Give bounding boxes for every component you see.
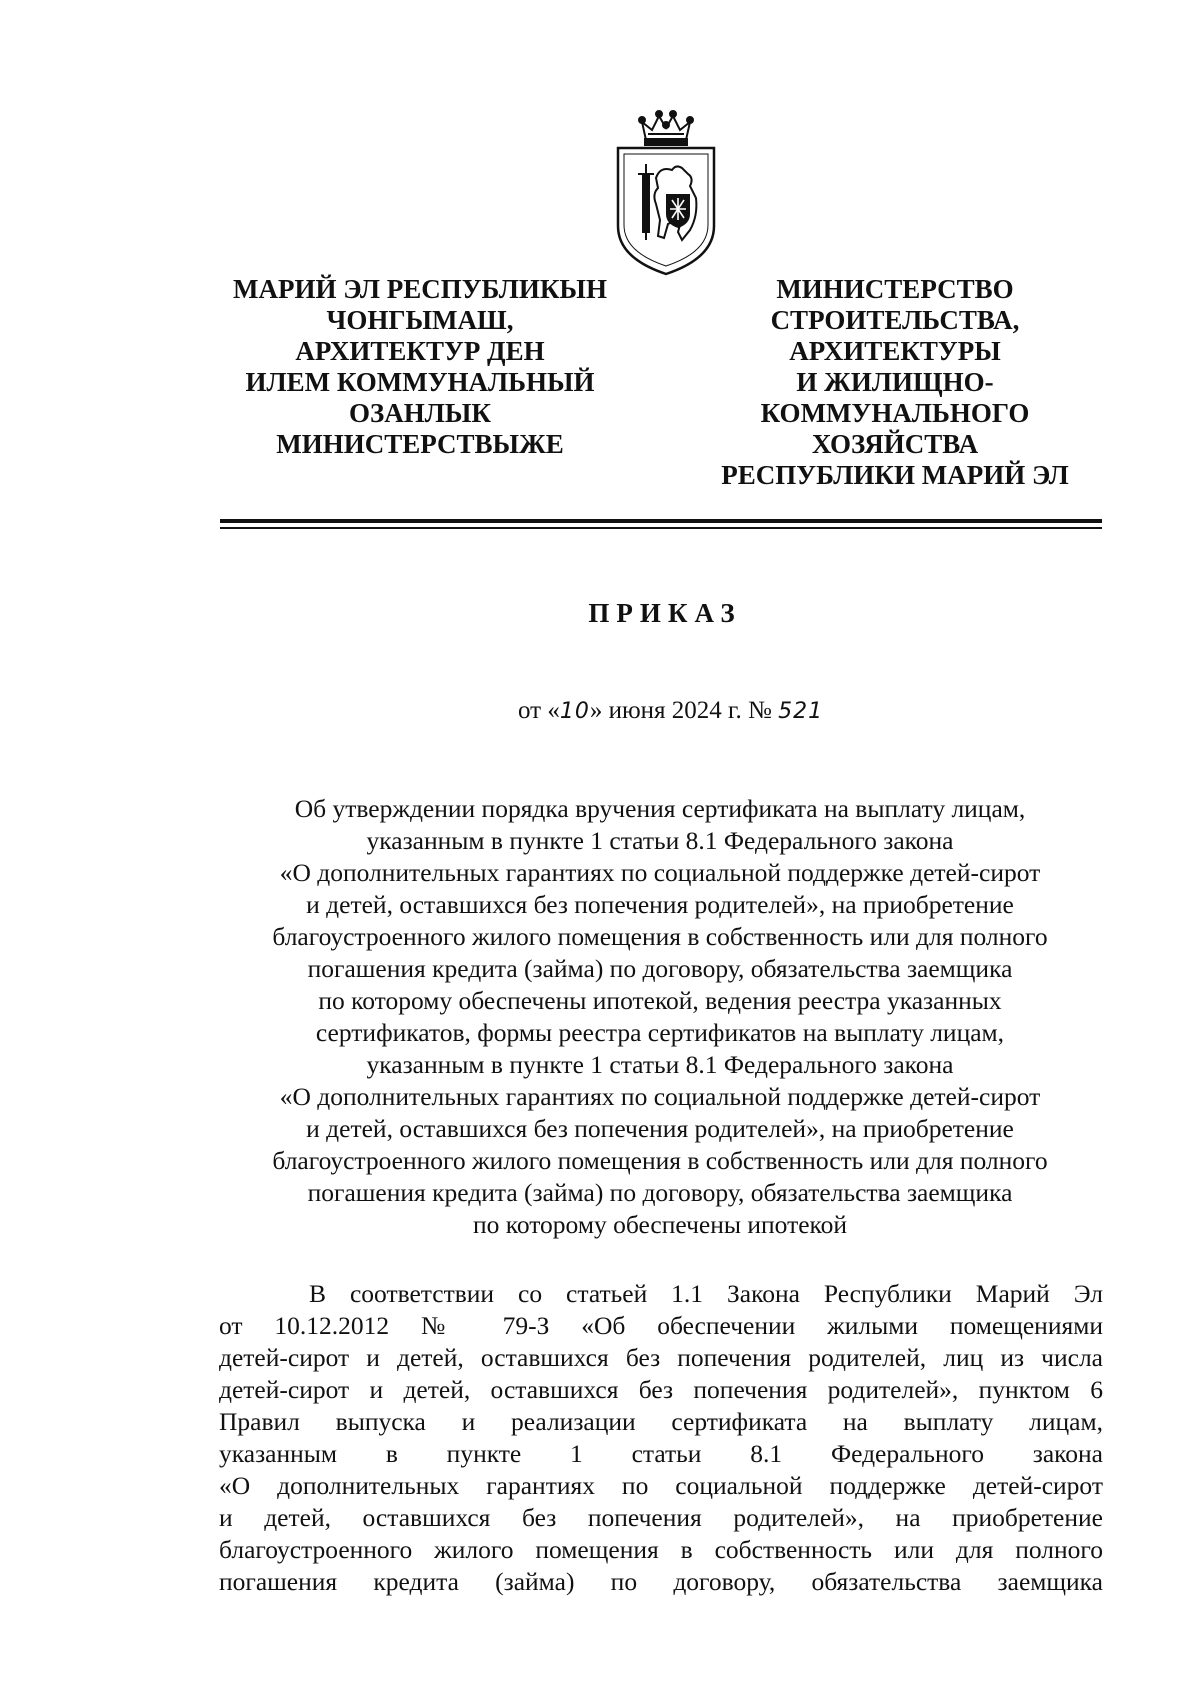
subject-line: и детей, оставшихся без попечения родителей», на приобретение: [306, 1114, 1014, 1143]
date-prefix: от «: [518, 697, 560, 724]
subject-line: погашения кредита (займа) по договору, обязательства заемщика: [307, 954, 1013, 983]
header-right-line: МИНИСТЕРСТВО: [776, 274, 1014, 304]
coat-of-arms-icon: [612, 108, 720, 276]
document-title: ПРИКАЗ: [588, 598, 742, 628]
body-line: от 10.12.2012 № 79-З «Об обеспечении жилыми помещениями: [219, 1311, 1103, 1340]
subject-line: «О дополнительных гарантиях по социальной поддержке детей-сирот: [279, 858, 1041, 887]
header-left-line: ИЛЕМ КОММУНАЛЬНЫЙ: [245, 367, 595, 397]
header-left-line: МИНИСТЕРСТВЫЖЕ: [276, 429, 564, 459]
header-right-line: РЕСПУБЛИКИ МАРИЙ ЭЛ: [721, 460, 1069, 490]
subject-line: сертификатов, формы реестра сертификатов на выплату лицам,: [315, 1018, 1005, 1047]
order-subject: [220, 793, 1100, 1241]
header-right-line: И ЖИЛИЩНО-: [796, 367, 994, 397]
subject-line: по которому обеспечены ипотекой, ведения реестра указанных: [318, 986, 1002, 1015]
date-day-handwritten: 10: [559, 699, 590, 724]
body-line: детей-сирот и детей, оставшихся без попечения родителей, лиц из числа: [219, 1343, 1103, 1372]
header-right-line: ХОЗЯЙСТВА: [811, 429, 979, 459]
subject-line: указанным в пункте 1 статьи 8.1 Федерального закона: [366, 826, 954, 855]
header-right-line: КОММУНАЛЬНОГО: [760, 398, 1030, 428]
body-line: детей-сирот и детей, оставшихся без попечения родителей», пунктом 6: [219, 1375, 1103, 1404]
header-left-line: ОЗАНЛЫК: [349, 398, 491, 428]
order-number-handwritten: 521: [778, 699, 824, 724]
order-date-number: [518, 697, 823, 725]
order-body: [219, 1278, 1103, 1598]
subject-line: и детей, оставшихся без попечения родителей», на приобретение: [306, 890, 1014, 919]
header-right-russian: [690, 274, 1100, 491]
header-divider-thin: [220, 527, 1102, 529]
header-left-mari: [190, 274, 650, 460]
subject-line: благоустроенного жилого помещения в собственность или для полного: [272, 922, 1048, 951]
body-line: В соответствии со статьей 1.1 Закона Республики Марий Эл: [309, 1279, 1103, 1308]
body-line: благоустроенного жилого помещения в собственность или для полного: [219, 1535, 1103, 1564]
subject-line: по которому обеспечены ипотекой: [472, 1210, 848, 1239]
subject-line: указанным в пункте 1 статьи 8.1 Федерального закона: [366, 1050, 954, 1079]
header-left-line: АРХИТЕКТУР ДЕН: [295, 336, 545, 366]
body-line: Правил выпуска и реализации сертификата на выплату лицам,: [219, 1407, 1103, 1436]
subject-line: погашения кредита (займа) по договору, обязательства заемщика: [307, 1178, 1013, 1207]
date-middle: » июня 2024 г. №: [589, 697, 779, 724]
body-line: и детей, оставшихся без попечения родителей», на приобретение: [219, 1503, 1103, 1532]
body-line: погашения кредита (займа) по договору, обязательства заемщика: [219, 1567, 1103, 1596]
header-right-line: АРХИТЕКТУРЫ: [789, 336, 1001, 366]
header-left-line: ЧОНГЫМАШ,: [326, 305, 514, 335]
subject-line: «О дополнительных гарантиях по социальной поддержке детей-сирот: [279, 1082, 1041, 1111]
body-line: «О дополнительных гарантиях по социальной поддержке детей-сирот: [219, 1471, 1103, 1500]
header-left-line: МАРИЙ ЭЛ РЕСПУБЛИКЫН: [233, 274, 607, 304]
body-line: указанным в пункте 1 статьи 8.1 Федерального закона: [219, 1439, 1103, 1468]
subject-line: благоустроенного жилого помещения в собственность или для полного: [272, 1146, 1048, 1175]
header-right-line: СТРОИТЕЛЬСТВА,: [770, 305, 1020, 335]
header-divider-thick: [220, 519, 1102, 523]
subject-line: Об утверждении порядка вручения сертификата на выплату лицам,: [294, 794, 1026, 823]
